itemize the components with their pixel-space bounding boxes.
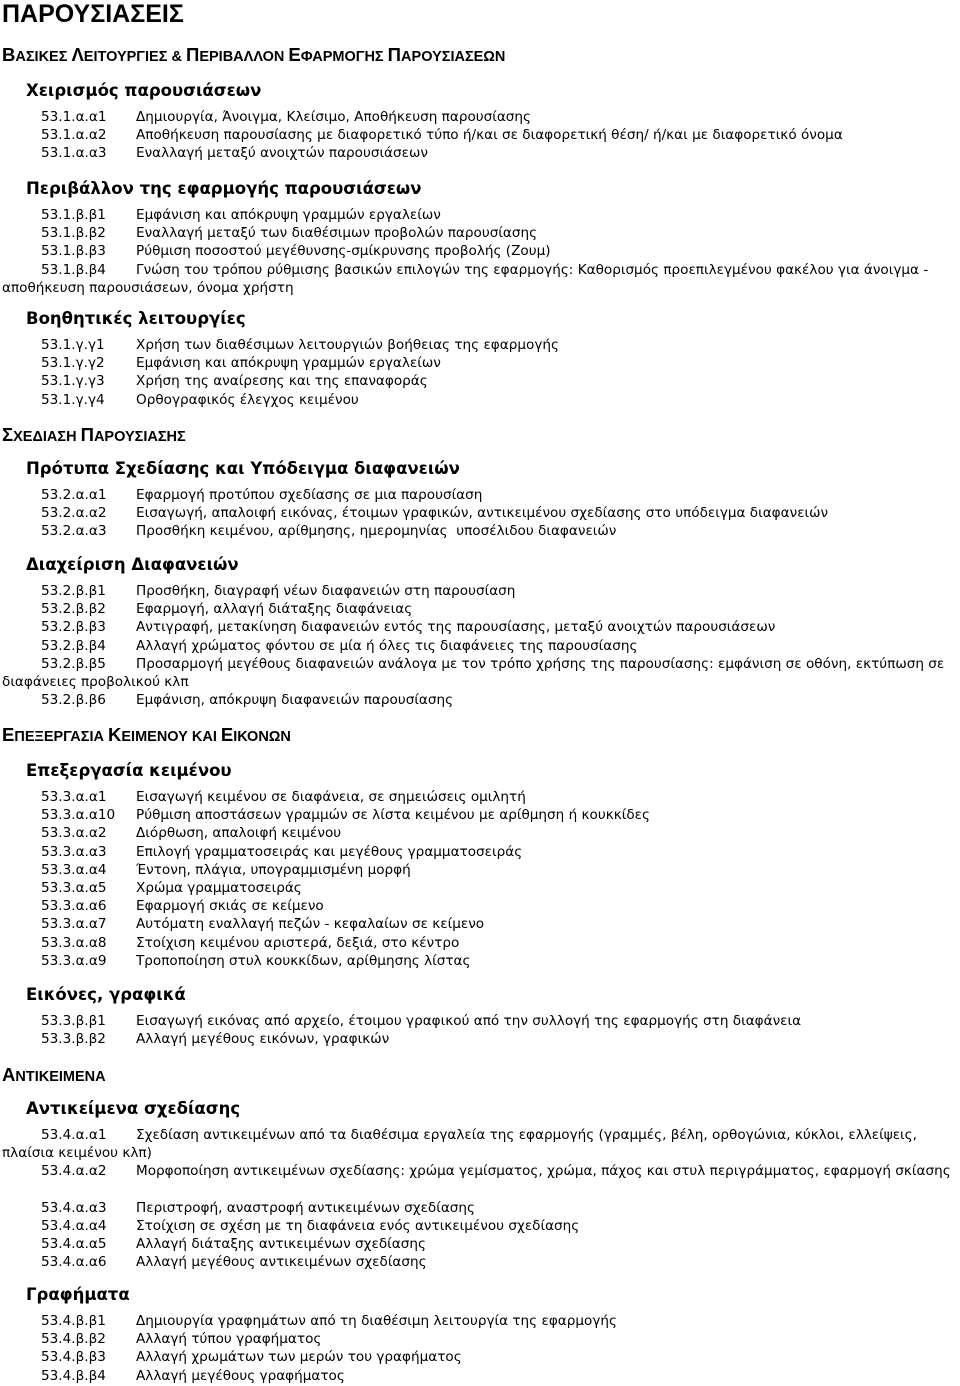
item-code: 53.3.α.α10 bbox=[41, 807, 116, 824]
syllabus-item bbox=[2, 1348, 960, 1366]
syllabus-item bbox=[2, 915, 960, 933]
item-text: Στοίχιση σε σχέση με τη διαφάνεια ενός αντικειμένου σχεδίασης bbox=[136, 1218, 580, 1234]
item-code: 53.1.β.β3 bbox=[41, 243, 106, 260]
item-text: Εισαγωγή εικόνας από αρχείο, έτοιμου γραφικού από την συλλογή της εφαρμογής στη διαφάνεια bbox=[136, 1013, 802, 1029]
syllabus-item bbox=[2, 582, 960, 600]
syllabus-item bbox=[2, 144, 960, 162]
syllabus-item bbox=[2, 1162, 960, 1180]
item-code: 53.3.α.α4 bbox=[41, 861, 107, 878]
item-code: 53.3.α.α9 bbox=[41, 952, 107, 969]
syllabus-item bbox=[2, 861, 960, 879]
syllabus-item bbox=[2, 655, 960, 691]
item-text: Εφαρμογή, αλλαγή διάταξης διαφάνειας bbox=[136, 601, 413, 618]
item-text: Εναλλαγή μεταξύ των διαθέσιμων προβολών παρουσίασης bbox=[136, 225, 538, 242]
heading-rest: ΕΙΤΟΥΡΓΙΕΣ & bbox=[83, 49, 186, 65]
item-text: Χρώμα γραμματοσειράς bbox=[136, 880, 302, 896]
syllabus-item bbox=[2, 1217, 960, 1235]
subsection-heading: Επεξεργασία κειμένου bbox=[26, 761, 232, 780]
heading-initial: Π bbox=[185, 44, 200, 65]
heading-initial: Λ bbox=[71, 44, 84, 65]
item-text: Αλλαγή χρώματος φόντου σε μία ή όλες τις διαφάνειες της παρουσίασης bbox=[136, 637, 638, 654]
section-heading bbox=[2, 424, 186, 448]
subsection-heading: Εικόνες, γραφικά bbox=[26, 985, 186, 1004]
item-code: 53.3.α.α2 bbox=[41, 825, 107, 842]
item-code: 53.1.γ.γ4 bbox=[41, 391, 105, 408]
item-text: Προσαρμογή μεγέθους διαφανειών ανάλογα με τον τρόπο χρήσης της παρουσίασης: εμφάνιση σε οθόνη, εκτύπωση σε διαφάνειες προβολικού κλπ bbox=[2, 655, 949, 690]
heading-rest: ΙΚΟΝΩΝ bbox=[233, 729, 291, 745]
syllabus-item bbox=[2, 600, 960, 618]
item-code: 53.2.α.α3 bbox=[41, 523, 107, 540]
item-text: Δημιουργία γραφημάτων από τη διαθέσιμη λειτουργία της εφαρμογής bbox=[136, 1313, 617, 1329]
item-code: 53.3.α.α3 bbox=[41, 843, 107, 860]
item-text: Χρήση των διαθέσιμων λειτουργιών βοήθειας της εφαρμογής bbox=[136, 337, 559, 353]
item-code: 53.1.γ.γ3 bbox=[41, 373, 105, 390]
item-text: Αποθήκευση παρουσίασης με διαφορετικό τύπο ή/και σε διαφορετική θέση/ ή/και με διαφορετικό όνομα bbox=[136, 127, 843, 144]
heading-initial: Κ bbox=[108, 724, 122, 745]
item-code: 53.1.γ.γ1 bbox=[41, 337, 105, 353]
syllabus-item bbox=[2, 486, 960, 504]
item-code: 53.3.β.β1 bbox=[41, 1013, 106, 1029]
item-text: Στοίχιση κειμένου αριστερά, δεξιά, στο κέντρο bbox=[136, 934, 460, 951]
heading-initial: Ε bbox=[288, 44, 301, 65]
item-code: 53.2.β.β4 bbox=[41, 637, 106, 654]
syllabus-item bbox=[2, 1367, 960, 1385]
item-text: Ορθογραφικός έλεγχος κειμένου bbox=[136, 391, 359, 408]
section-heading bbox=[2, 1064, 106, 1088]
syllabus-item bbox=[2, 206, 960, 224]
item-code: 53.3.α.α5 bbox=[41, 880, 107, 896]
syllabus-item bbox=[2, 126, 960, 144]
item-code: 53.3.α.α1 bbox=[41, 789, 107, 805]
item-code: 53.4.β.β2 bbox=[41, 1331, 106, 1348]
item-text: Περιστροφή, αναστροφή αντικειμένων σχεδίασης bbox=[136, 1199, 476, 1216]
syllabus-item bbox=[2, 504, 960, 522]
item-code: 53.1.α.α2 bbox=[41, 127, 107, 144]
syllabus-item bbox=[2, 691, 960, 709]
item-code: 53.2.β.β3 bbox=[41, 619, 106, 636]
subsection-heading: Χειρισμός παρουσιάσεων bbox=[26, 81, 262, 100]
heading-initial: Π bbox=[80, 424, 94, 445]
heading-rest: ΧΕΔΙΑΣΗ bbox=[13, 429, 81, 445]
syllabus-item bbox=[2, 336, 960, 354]
item-text: Έντονη, πλάγια, υπογραμμισμένη μορφή bbox=[136, 861, 411, 878]
item-code: 53.3.β.β2 bbox=[41, 1031, 106, 1048]
syllabus-item bbox=[2, 637, 960, 655]
item-code: 53.4.α.α2 bbox=[41, 1163, 107, 1180]
heading-rest: ΝΤΙΚΕΙΜΕΝΑ bbox=[15, 1069, 106, 1085]
item-code: 53.4.α.α6 bbox=[41, 1254, 107, 1271]
item-code: 53.4.β.β3 bbox=[41, 1349, 106, 1366]
item-text: Εμφάνιση και απόκρυψη γραμμών εργαλείων bbox=[136, 355, 441, 372]
item-code: 53.3.α.α8 bbox=[41, 934, 107, 951]
syllabus-item bbox=[2, 788, 960, 806]
item-text: Ρύθμιση αποστάσεων γραμμών σε λίστα κειμένου με αρίθμηση ή κουκκίδες bbox=[136, 807, 650, 824]
syllabus-item bbox=[2, 522, 960, 540]
syllabus-item bbox=[2, 372, 960, 390]
syllabus-item bbox=[2, 952, 960, 970]
syllabus-item bbox=[2, 824, 960, 842]
heading-initial: Ε bbox=[2, 724, 15, 745]
item-text: Αντιγραφή, μετακίνηση διαφανειών εντός της παρουσίασης, μεταξύ ανοιχτών παρουσιάσεων bbox=[136, 619, 776, 636]
item-text: Εμφάνιση και απόκρυψη γραμμών εργαλείων bbox=[136, 207, 441, 223]
item-code: 53.4.α.α1 bbox=[41, 1127, 107, 1143]
item-text: Αλλαγή μεγέθους εικόνων, γραφικών bbox=[136, 1031, 390, 1048]
syllabus-item bbox=[2, 1253, 960, 1271]
item-text: Μορφοποίηση αντικειμένων σχεδίασης: χρώμα γεμίσματος, χρώμα, πάχος και στυλ περιγράμματος, εφαρμογή σκίασης bbox=[136, 1163, 951, 1180]
syllabus-item bbox=[2, 354, 960, 372]
syllabus-item bbox=[2, 618, 960, 636]
item-text: Αλλαγή τύπου γραφήματος bbox=[136, 1331, 322, 1348]
syllabus-item bbox=[2, 806, 960, 824]
item-text: Δημιουργία, Άνοιγμα, Κλείσιμο, Αποθήκευση παρουσίασης bbox=[136, 109, 532, 125]
item-code: 53.4.α.α4 bbox=[41, 1218, 107, 1234]
item-text: Αυτόματη εναλλαγή πεζών - κεφαλαίων σε κείμενο bbox=[136, 916, 485, 933]
syllabus-item bbox=[2, 897, 960, 915]
item-code: 53.1.β.β1 bbox=[41, 207, 106, 223]
item-code: 53.1.γ.γ2 bbox=[41, 355, 105, 372]
subsection-heading: Γραφήματα bbox=[26, 1285, 130, 1304]
item-code: 53.2.β.β6 bbox=[41, 692, 106, 709]
section-heading bbox=[2, 724, 291, 748]
item-code: 53.2.α.α1 bbox=[41, 487, 107, 503]
syllabus-item bbox=[2, 391, 960, 409]
heading-rest: ΕΡΙΒΑΛΛΟΝ bbox=[199, 49, 289, 65]
item-code: 53.2.α.α2 bbox=[41, 505, 107, 522]
item-text: Ρύθμιση ποσοστού μεγέθυνσης-σμίκρυνσης προβολής (Ζουμ) bbox=[136, 243, 551, 260]
item-text: Εφαρμογή προτύπου σχεδίασης σε μια παρουσίαση bbox=[136, 487, 483, 503]
item-code: 53.4.β.β1 bbox=[41, 1313, 106, 1329]
document-body bbox=[2, 27, 960, 1386]
syllabus-item bbox=[2, 261, 960, 297]
item-code: 53.2.β.β1 bbox=[41, 583, 106, 599]
item-text: Προσθήκη κειμένου, αρίθμησης, ημερομηνίας υποσέλιδου διαφανειών bbox=[136, 523, 617, 540]
page-title: ΠΑΡΟΥΣΙΑΣΕΙΣ bbox=[2, 0, 184, 28]
syllabus-item bbox=[2, 1199, 960, 1217]
item-code: 53.4.β.β4 bbox=[41, 1367, 106, 1384]
subsection-heading: Αντικείμενα σχεδίασης bbox=[26, 1099, 241, 1118]
syllabus-item bbox=[2, 1126, 960, 1162]
item-text: Αλλαγή μεγέθους αντικειμένων σχεδίασης bbox=[136, 1254, 427, 1271]
syllabus-item bbox=[2, 242, 960, 260]
item-text: Σχεδίαση αντικειμένων από τα διαθέσιμα εργαλεία της εφαρμογής (γραμμές, βέλη, ορθογώνια, κύκλοι, ελλείψεις, πλαίσια κειμένου κλπ) bbox=[2, 1127, 922, 1162]
syllabus-item bbox=[2, 1330, 960, 1348]
item-text: Αλλαγή χρωμάτων των μερών του γραφήματος bbox=[136, 1349, 462, 1366]
item-code: 53.4.α.α5 bbox=[41, 1236, 107, 1253]
section-heading bbox=[2, 44, 505, 68]
item-code: 53.2.β.β5 bbox=[41, 655, 106, 672]
item-code: 53.3.α.α6 bbox=[41, 898, 107, 915]
syllabus-item bbox=[2, 108, 960, 126]
heading-rest: ΑΡΟΥΣΙΑΣΕΩΝ bbox=[401, 49, 506, 65]
subsection-heading: Περιβάλλον της εφαρμογής παρουσιάσεων bbox=[26, 179, 422, 198]
item-code: 53.1.β.β2 bbox=[41, 225, 106, 242]
item-text: Εισαγωγή κειμένου σε διαφάνεια, σε σημειώσεις ομιλητή bbox=[136, 789, 526, 805]
heading-initial: Β bbox=[2, 44, 16, 65]
syllabus-item bbox=[2, 879, 960, 897]
item-text: Αλλαγή μεγέθους γραφήματος bbox=[136, 1367, 345, 1384]
syllabus-item bbox=[2, 1312, 960, 1330]
syllabus-item bbox=[2, 1012, 960, 1030]
item-text: Επιλογή γραμματοσειράς και μεγέθους γραμματοσειράς bbox=[136, 843, 523, 860]
heading-rest: ΦΑΡΜΟΓΗΣ bbox=[300, 49, 388, 65]
item-text: Εισαγωγή, απαλοιφή εικόνας, έτοιμων γραφικών, αντικειμένου σχεδίασης στο υπόδειγμα διαφανειών bbox=[136, 505, 829, 522]
subsection-heading: Βοηθητικές λειτουργίες bbox=[26, 309, 246, 328]
item-text: Γνώση του τρόπου ρύθμισης βασικών επιλογών της εφαρμογής: Καθορισμός προεπιλεγμένου φακέλου για άνοιγμα - αποθήκευση παρουσιάσεων, όνομα χρήστη bbox=[2, 261, 933, 296]
item-text: Διόρθωση, απαλοιφή κειμένου bbox=[136, 825, 342, 842]
item-text: Εμφάνιση, απόκρυψη διαφανειών παρουσίασης bbox=[136, 692, 454, 709]
item-code: 53.2.β.β2 bbox=[41, 601, 106, 618]
heading-initial: Ε bbox=[220, 724, 234, 745]
item-text: Προσθήκη, διαγραφή νέων διαφανειών στη παρουσίαση bbox=[136, 583, 516, 599]
subsection-heading: Διαχείριση Διαφανειών bbox=[26, 555, 239, 574]
heading-initial: Σ bbox=[2, 424, 14, 445]
item-text: Χρήση της αναίρεσης και της επαναφοράς bbox=[136, 373, 428, 390]
item-code: 53.1.α.α1 bbox=[41, 109, 107, 125]
item-code: 53.4.α.α3 bbox=[41, 1199, 107, 1216]
syllabus-item bbox=[2, 843, 960, 861]
heading-rest: ΠΕΞΕΡΓΑΣΙΑ bbox=[14, 729, 108, 745]
item-code: 53.1.β.β4 bbox=[41, 261, 106, 278]
heading-initial: Α bbox=[2, 1064, 16, 1085]
item-code: 53.3.α.α7 bbox=[41, 916, 107, 933]
syllabus-item bbox=[2, 1235, 960, 1253]
item-text: Αλλαγή διάταξης αντικειμένων σχεδίασης bbox=[136, 1236, 426, 1253]
heading-rest: ΕΙΜΕΝΟΥ ΚΑΙ bbox=[121, 729, 221, 745]
syllabus-item bbox=[2, 224, 960, 242]
syllabus-item bbox=[2, 1030, 960, 1048]
heading-rest: ΑΡΟΥΣΙΑΣΗΣ bbox=[93, 429, 186, 445]
heading-rest: ΑΣΙΚΕΣ bbox=[15, 49, 72, 65]
syllabus-item bbox=[2, 934, 960, 952]
item-text: Τροποποίηση στυλ κουκκίδων, αρίθμησης λίστας bbox=[136, 952, 471, 969]
item-text: Εναλλαγή μεταξύ ανοιχτών παρουσιάσεων bbox=[136, 145, 428, 162]
item-code: 53.1.α.α3 bbox=[41, 145, 107, 162]
heading-initial: Π bbox=[387, 44, 402, 65]
subsection-heading: Πρότυπα Σχεδίασης και Υπόδειγμα διαφανειών bbox=[26, 459, 460, 478]
item-text: Εφαρμογή σκιάς σε κείμενο bbox=[136, 898, 324, 915]
